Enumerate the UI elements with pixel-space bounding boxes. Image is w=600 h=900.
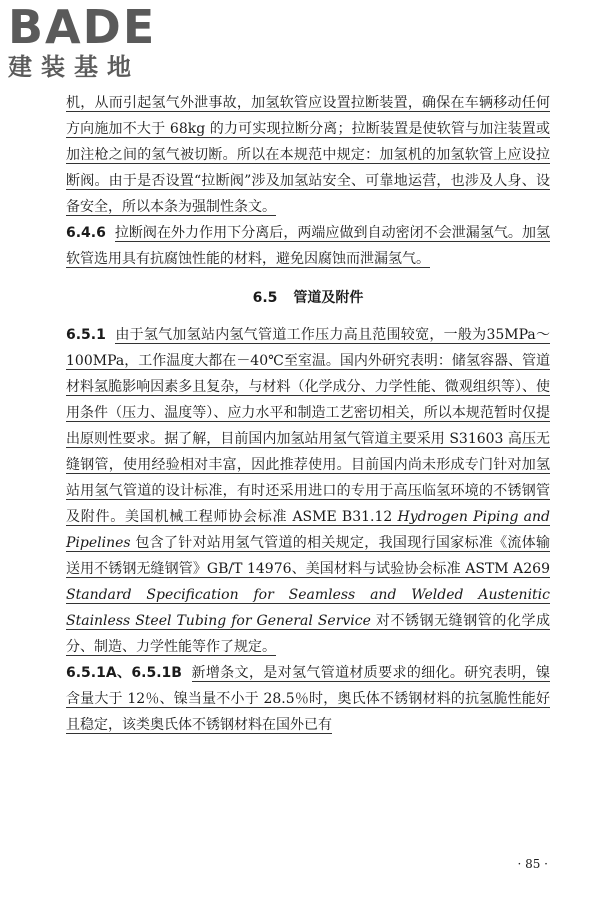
brand-logo (8, 0, 183, 82)
text-run: 高且 (343, 327, 373, 343)
clause-6-5-1a-1b (66, 660, 550, 738)
section-title: 管道及附件 (293, 290, 364, 306)
logo-subtitle: 建装基地 (8, 53, 140, 81)
clause-number: 6.5.1 (66, 327, 106, 343)
clause-text: 新增条文，是对氢气管道材质要求的细化。研究表明，镍含量大于 12％、镍当量不小于 28.5％时，奥氏体不锈钢材料的抗氢脆性能好且稳定，该类奥氏体不锈钢材料在国外已有 (66, 665, 550, 733)
text-run: －40℃ (236, 353, 284, 369)
paragraph-continued (66, 90, 550, 220)
text-run: 至室温。国内外研究表明：储氢容器、管道材料氢脆影响因素多且复杂，与材料（化学成分、力学性能、微观组织等）、使用条件（压力、温度等）、应力水平和制造工艺密切相关，所以本规范暂时仅提出原则性要求。据了解，目前国内加氢站用氢气管道主要采用 S31603 高压无缝钢管，使用经验相对丰富，因此推荐使用。目前国内尚未形成专门针对加氢站用氢气管道的设计标准，有时还采用进口的专用于高压临氢环境的不锈钢管及附件。美国机械工程师协会标准 ASME B31.12 (66, 353, 550, 525)
text-run: MPa～ (504, 327, 551, 343)
section-number: 6.5 (252, 290, 278, 306)
text-run: 100 (66, 353, 93, 369)
text-run: 由于氢气加氢站内氢气管道工作压力 (115, 327, 344, 343)
paragraph-text: 机，从而引起氢气外泄事故，加氢软管应设置拉断装置，确保在车辆移动任何方向施加不大于 68kg 的力可实现拉断分离；拉断装置是使软管与加注装置或加注枪之间的氢气被切断。所以在本规范中规定：加氢机的加氢软管上应设拉断阀。由于是否设置“拉断阀”涉及加氢站安全、可靠地运营，也涉及人身、设备安全，所以本条为强制性条文。 (66, 95, 550, 215)
clause-6-5-1 (66, 322, 550, 660)
text-run: 对不锈钢无缝钢管的化学成分、制造、力学性能等作了规定。 (66, 613, 551, 655)
clause-text: 拉断阀在外力作用下分离后，两端应做到自动密闭不会泄漏氢气。加氢软管选用具有抗腐蚀性能的材料，避免因腐蚀而泄漏氢气。 (66, 225, 551, 267)
page-body (66, 90, 550, 738)
text-run: MPa，工作温度大都在 (92, 353, 237, 369)
text-run: 范围较宽，一般为 (372, 327, 487, 343)
logo-wordmark: BADE (8, 0, 157, 54)
italic-title: Standard Specification for Seamless and Welded Austenitic Stainless Steel Tubing for General Service (66, 587, 550, 629)
page-number: · 85 · (517, 857, 548, 871)
clause-number: 6.5.1A、6.5.1B (66, 665, 182, 681)
clause-text (66, 327, 550, 656)
clause-number: 6.4.6 (66, 225, 106, 241)
text-run: 35 (486, 327, 505, 343)
text-run: 包含了针对站用氢气管道的相关规定，我国现行国家标准《流体输送用不锈钢无缝钢管》GB/T 14976、美国材料与试验协会标准 ASTM A269 (66, 535, 550, 577)
italic-title: Hydrogen Piping and Pipelines (66, 509, 550, 551)
section-heading (66, 284, 550, 312)
clause-6-4-6 (66, 220, 550, 272)
